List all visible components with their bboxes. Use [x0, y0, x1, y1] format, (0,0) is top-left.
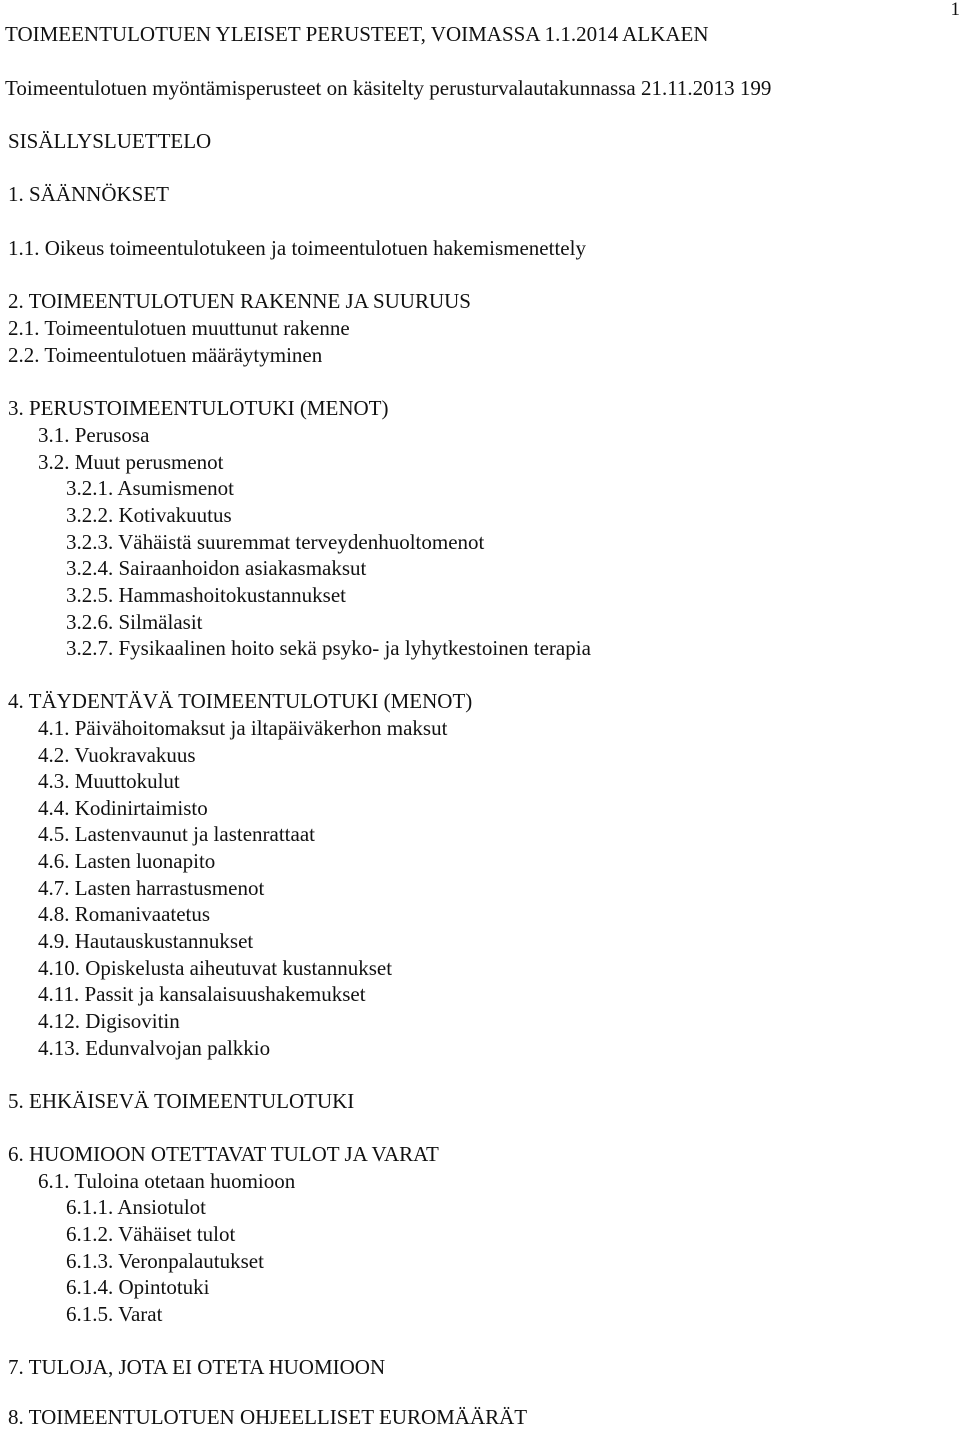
toc-item: 8. TOIMEENTULOTUEN OHJEELLISET EUROMÄÄRÄT	[8, 1405, 528, 1429]
toc-item: 4.12. Digisovitin	[38, 1009, 180, 1033]
toc-item: 6.1. Tuloina otetaan huomioon	[38, 1169, 296, 1193]
toc-item: 6. HUOMIOON OTETTAVAT TULOT JA VARAT	[8, 1142, 439, 1166]
document-subtitle: Toimeentulotuen myöntämisperusteet on käsitelty perusturvalautakunnassa 21.11.2013 199	[5, 76, 772, 100]
toc-item: 3.2.5. Hammashoitokustannukset	[66, 583, 346, 607]
toc-item: 2. TOIMEENTULOTUEN RAKENNE JA SUURUUS	[8, 289, 471, 313]
toc-item: 3.2.3. Vähäistä suuremmat terveydenhuoltomenot	[66, 530, 485, 554]
toc-item: 3.2.2. Kotivakuutus	[66, 503, 232, 527]
toc-item: 6.1.4. Opintotuki	[66, 1275, 210, 1299]
toc-item: 3.2.7. Fysikaalinen hoito sekä psyko- ja lyhytkestoinen terapia	[66, 636, 591, 660]
toc-item: 2.1. Toimeentulotuen muuttunut rakenne	[8, 316, 350, 340]
toc-item: 3.2.6. Silmälasit	[66, 610, 203, 634]
toc-item: 3.2.1. Asumismenot	[66, 476, 235, 500]
toc-item: 4. TÄYDENTÄVÄ TOIMEENTULOTUKI (MENOT)	[8, 689, 473, 713]
toc-item: 6.1.5. Varat	[66, 1302, 163, 1326]
toc-item: 4.9. Hautauskustannukset	[38, 929, 254, 953]
page-number: 1	[950, 0, 960, 20]
toc-item: 4.5. Lastenvaunut ja lastenrattaat	[38, 822, 315, 846]
toc-item: 4.7. Lasten harrastusmenot	[38, 876, 265, 900]
toc-item: 4.11. Passit ja kansalaisuushakemukset	[38, 982, 366, 1006]
toc-item: 6.1.3. Veronpalautukset	[66, 1249, 264, 1273]
toc-item: 6.1.1. Ansiotulot	[66, 1195, 207, 1219]
toc-item: 3.2.4. Sairaanhoidon asiakasmaksut	[66, 556, 367, 580]
toc-item: 4.8. Romanivaatetus	[38, 902, 211, 926]
toc-item: 4.1. Päivähoitomaksut ja iltapäiväkerhon maksut	[38, 716, 448, 740]
toc-item: 3.2. Muut perusmenot	[38, 450, 224, 474]
toc-item: 4.10. Opiskelusta aiheutuvat kustannukset	[38, 956, 393, 980]
toc-item: 4.6. Lasten luonapito	[38, 849, 216, 873]
toc-item: 3. PERUSTOIMEENTULOTUKI (MENOT)	[8, 396, 389, 420]
toc-item: 4.13. Edunvalvojan palkkio	[38, 1036, 271, 1060]
toc-item: 2.2. Toimeentulotuen määräytyminen	[8, 343, 323, 367]
toc-heading: SISÄLLYSLUETTELO	[8, 129, 212, 153]
toc-item: 6.1.2. Vähäiset tulot	[66, 1222, 236, 1246]
toc-item: 1.1. Oikeus toimeentulotukeen ja toimeentulotuen hakemismenettely	[8, 236, 586, 260]
toc-item: 4.3. Muuttokulut	[38, 769, 180, 793]
toc-item: 3.1. Perusosa	[38, 423, 150, 447]
toc-item: 4.2. Vuokravakuus	[38, 743, 196, 767]
document-title: TOIMEENTULOTUEN YLEISET PERUSTEET, VOIMASSA 1.1.2014 ALKAEN	[5, 22, 709, 46]
toc-item: 4.4. Kodinirtaimisto	[38, 796, 208, 820]
toc-item: 1. SÄÄNNÖKSET	[8, 182, 170, 206]
toc-item: 5. EHKÄISEVÄ TOIMEENTULOTUKI	[8, 1089, 355, 1113]
toc-item: 7. TULOJA, JOTA EI OTETA HUOMIOON	[8, 1355, 386, 1379]
